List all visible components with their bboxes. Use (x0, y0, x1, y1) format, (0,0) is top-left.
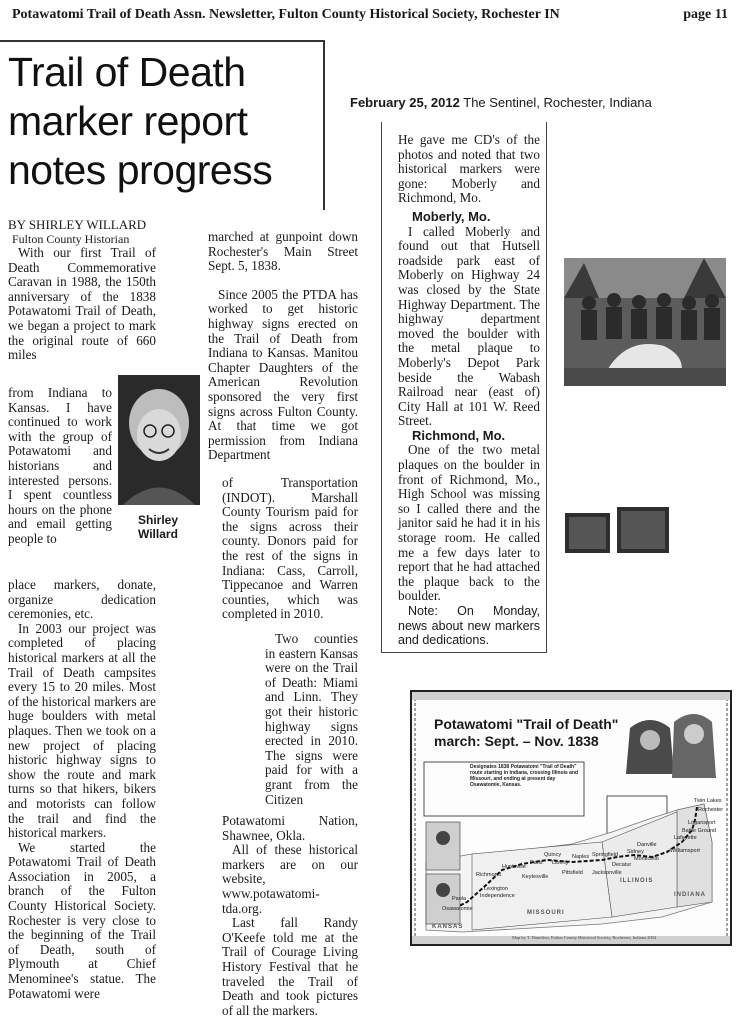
paragraph: I called Moberly and found out that Hutsell roadside park east of Moberly on Highway 24 was closed by the State Highway Department. The highway department moved the boulder with the metal plaque to Moberly's Depot Park beside the Wabash Railroad near (east of) City Hall at 101 W. Reed Street. (398, 223, 540, 429)
dateline-date: February 25, 2012 (350, 95, 460, 110)
map-credit: Map by T. Hamilton, Fulton County Historical Society, Rochester, Indiana 2004 (512, 935, 657, 940)
map-town: Springfield (592, 852, 618, 858)
marker-group-photo (564, 258, 726, 386)
map-town: Paola (452, 896, 467, 902)
paragraph: All of these historical markers are on our website, www.potawatomi-tda.org. (222, 842, 358, 916)
paragraph: Two counties in eastern Kansas were on the Trail of Death: Miami and Linn. They got their historic highway signs erected in 2010. The signs were paid for with a grant from the Citizen (265, 631, 358, 807)
column-2-narrow (265, 632, 358, 807)
map-town: Liberty (552, 860, 569, 866)
map-town: Monticello (634, 856, 659, 862)
map-town: Sidney (627, 849, 644, 855)
map-town: Jacksonville (592, 870, 622, 876)
column-1-top (8, 246, 156, 363)
paragraph: One of the two metal plaques on the boulder in front of Richmond, Mo., High School was missing so I called there and the janitor said he had it in his storage room. He called me a few days later to report that he had attached the plaque back to the boulder. (398, 442, 540, 604)
paragraph: We started the Potawatomi Trail of Death Association in 2005, a branch of the Fulton County Historical Society. Rochester is very close to the beginning of the Trail of Death, south of Plymouth at Chief Menominee's statue. The Potawatomi were (8, 839, 156, 1001)
byline-title: Fulton County Historian (12, 232, 130, 246)
map-town: Richmond (476, 872, 501, 878)
column-rule (381, 652, 547, 653)
column-1-middle (8, 386, 112, 547)
author-portrait-photo (118, 375, 200, 505)
map-town: Twin Lakes (694, 798, 722, 804)
map-town: Williamsport (670, 848, 700, 854)
column-rule (381, 122, 382, 652)
map-town: Danville (637, 842, 657, 848)
caption-line: Shirley (138, 513, 179, 527)
paragraph: place markers, donate, organize dedication ceremonies, etc. (8, 577, 156, 622)
paragraph: He gave me CD's of the photos and noted that two historical markers were gone: Moberly and Richmond, Mo. (398, 132, 540, 206)
map-town: Decatur (612, 862, 632, 868)
paragraph: With our first Trail of Death Commemorative Caravan in 1988, the 150th anniversary of the 1838 Potawatomi Trail of Death, we began a project to mark the original route of 660 miles (8, 245, 156, 363)
map-town: Naples (572, 854, 590, 860)
running-head-title: Potawatomi Trail of Death Assn. Newsletter, Fulton County Historical Society, Rochester IN (12, 7, 560, 22)
map-title-line: Potawatomi "Trail of Death" (434, 716, 619, 732)
paragraph: In 2003 our project was completed of placing historical markers at all the Trail of Death campsites every 15 to 20 miles. Most of the historical markers are huge boulders with metal plaques. Then we took on a new project of placing historic highway signs to show the route and mark turns so that hikers, bikers and motorists can follow the trail and find the historical markers. (8, 620, 156, 841)
map-town: Logansport (688, 820, 716, 826)
map-town: Independence (480, 893, 515, 899)
column-3 (398, 133, 540, 648)
map-town: Quincy (544, 852, 562, 858)
map-town: Lexington (484, 886, 508, 892)
map-town: Keytesville (522, 874, 549, 880)
portrait-caption (138, 513, 178, 541)
map-town: Rochester (698, 807, 724, 813)
map-town: Battle Ground (682, 828, 716, 834)
paragraph: marched at gunpoint down Rochester's Main Street Sept. 5, 1838. (208, 229, 358, 274)
column-2-middle (222, 476, 358, 622)
paragraph: of Transportation (INDOT). Marshall County Tourism paid for the signs across their county. Donors paid for the rest of the signs in Indiana: Cass, Carroll, Tippecanoe and Warren counties, which was completed in 2010. (222, 475, 358, 622)
paragraph: Last fall Randy O'Keefe told me at the Trail of Courage Living History Festival that he traveled the Trail of Death and took pictures of all the markers. (222, 915, 358, 1018)
map-state-label: ILLINOIS (620, 878, 654, 884)
map-info-box: Designates 1838 Potawatomi "Trail of Death" route starting in Indiana, crossing Illinois and Missouri, and ending at present day Osawatomie, Kansas. (470, 764, 579, 788)
paragraph: Potawatomi Nation, Shawnee, Okla. (222, 813, 358, 843)
paragraph: Since 2005 the PTDA has worked to get historic highway signs erected on the Trail of Death from Indiana to Kansas. Manitou Chapter Daughters of the American Revolution sponsored the very first signs across Fulton County. At that time we got permission from Indiana Department (208, 286, 358, 463)
dateline-source: The Sentinel, Rochester, Indiana (463, 95, 652, 110)
paragraph: from Indiana to Kansas. I have continued to work with the group of Potawatomi and historians and interested persons. I spent countless hours on the phone and email getting people to (8, 385, 112, 546)
column-2-bottom (222, 814, 358, 1018)
column-1-bottom (8, 578, 156, 1001)
running-head (12, 7, 728, 23)
column-2-top (208, 230, 358, 463)
caption-line: Willard (138, 527, 178, 541)
map-town: Paris (530, 860, 543, 866)
column-rule (546, 122, 547, 652)
map-state-label: MISSOURI (527, 910, 565, 916)
map-town: Osawatomie (442, 906, 473, 912)
editor-note: Note: On Monday, news about new markers and dedications. (398, 604, 540, 648)
map-title (434, 716, 618, 750)
subhead-moberly: Moberly, Mo. (412, 208, 491, 224)
subhead-richmond: Richmond, Mo. (412, 427, 506, 443)
map-town: Huntsville (502, 864, 526, 870)
page-number: page 11 (683, 7, 728, 22)
plaque-photo (565, 503, 670, 563)
map-state-label: INDIANA (674, 892, 706, 898)
dateline (350, 95, 652, 110)
map-title-line: march: Sept. – Nov. 1838 (434, 733, 599, 749)
byline: BY SHIRLEY WILLARD (8, 217, 147, 232)
map-state-label: KANSAS (432, 924, 464, 930)
map-town: Pittsfield (562, 870, 583, 876)
trail-map (410, 690, 732, 946)
headline: Trail of Death marker report notes progress (8, 49, 273, 194)
map-town: Lafayette (674, 835, 697, 841)
